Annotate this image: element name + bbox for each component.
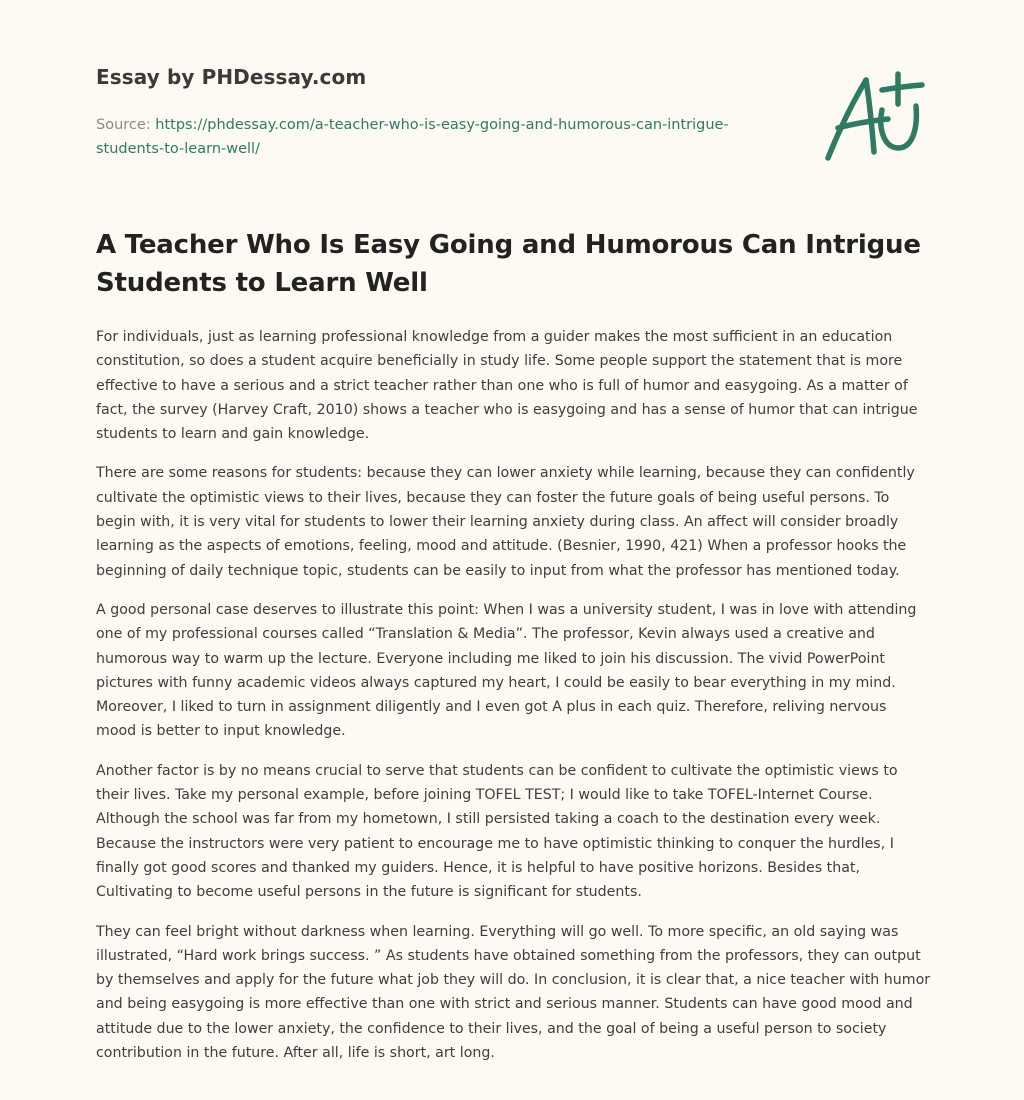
essay-paragraph: Another factor is by no means crucial to serve that students can be confident to cultivate the optimistic views to their lives. Take my personal example, before joining TOFEL TEST; I would like to take TOFEL-Internet Course. Although the school was far from my hometown, I still persisted taking a coach to the destination every week. Because the instructors were very patient to encourage me to have optimistic thinking to conquer the hurdles, I finally got good scores and thanked my guiders. Hence, it is helpful to have positive horizons. Besides that, Cultivating to become useful persons in the future is significant for students. (96, 762, 898, 901)
essay-paragraph: There are some reasons for students: because they can lower anxiety while learning, because they can confidently cultivate the optimistic views to their lives, because they can foster the future goals of being useful persons. To begin with, it is very vital for students to lower their learning anxiety during class. An affect will consider broadly learning as the aspects of emotions, feeling, mood and attitude. (Besnier, 1990, 421) When a professor hooks the beginning of daily technique topic, students can be easily to input from what the professor has mentioned today. (96, 465, 915, 579)
essay-body (96, 325, 931, 1080)
site-brand: Essay by PHDessay.com (96, 65, 367, 89)
a-plus-grade-icon (818, 66, 930, 166)
essay-paragraph: They can feel bright without darkness when learning. Everything will go well. To more specific, an old saying was illustrated, “Hard work brings success. ” As students have obtained something from the professors, they can output by themselves and apply for the future what job they will do. In conclusion, it is clear that, a nice teacher with humor and being easygoing is more effective than one with strict and serious manner. Students can have good mood and attitude due to the lower anxiety, the confidence to their lives, and the goal of being a useful person to society contribution in the future. After all, life is short, art long. (96, 923, 931, 1062)
essay-paragraph: For individuals, just as learning professional knowledge from a guider makes the most sufficient in an education constitution, so does a student acquire beneficially in study life. Some people support the statement that is more effective to have a serious and a strict teacher rather than one who is full of humor and easygoing. As a matter of fact, the survey (Harvey Craft, 2010) shows a teacher who is easygoing and has a sense of humor that can intrigue students to learn and gain knowledge. (96, 329, 918, 443)
source-link[interactable]: https://phdessay.com/a-teacher-who-is-easy-going-and-humorous-can-intrigue-students-to-learn-well/ (96, 117, 729, 157)
essay-title: A Teacher Who Is Easy Going and Humorous Can Intrigue Students to Learn Well (96, 230, 921, 298)
essay-paragraph: A good personal case deserves to illustrate this point: When I was a university student, I was in love with attending one of my professional courses called “Translation & Media”. The professor, Kevin always used a creative and humorous way to warm up the lecture. Everyone including me liked to join his discussion. The vivid PowerPoint pictures with funny academic videos always captured my heart, I could be easily to bear everything in my mind. Moreover, I liked to turn in assignment diligently and I even got A plus in each quiz. Therefore, reliving nervous mood is better to input knowledge. (96, 601, 917, 740)
source-line (96, 113, 796, 161)
source-label: Source: (96, 117, 151, 133)
